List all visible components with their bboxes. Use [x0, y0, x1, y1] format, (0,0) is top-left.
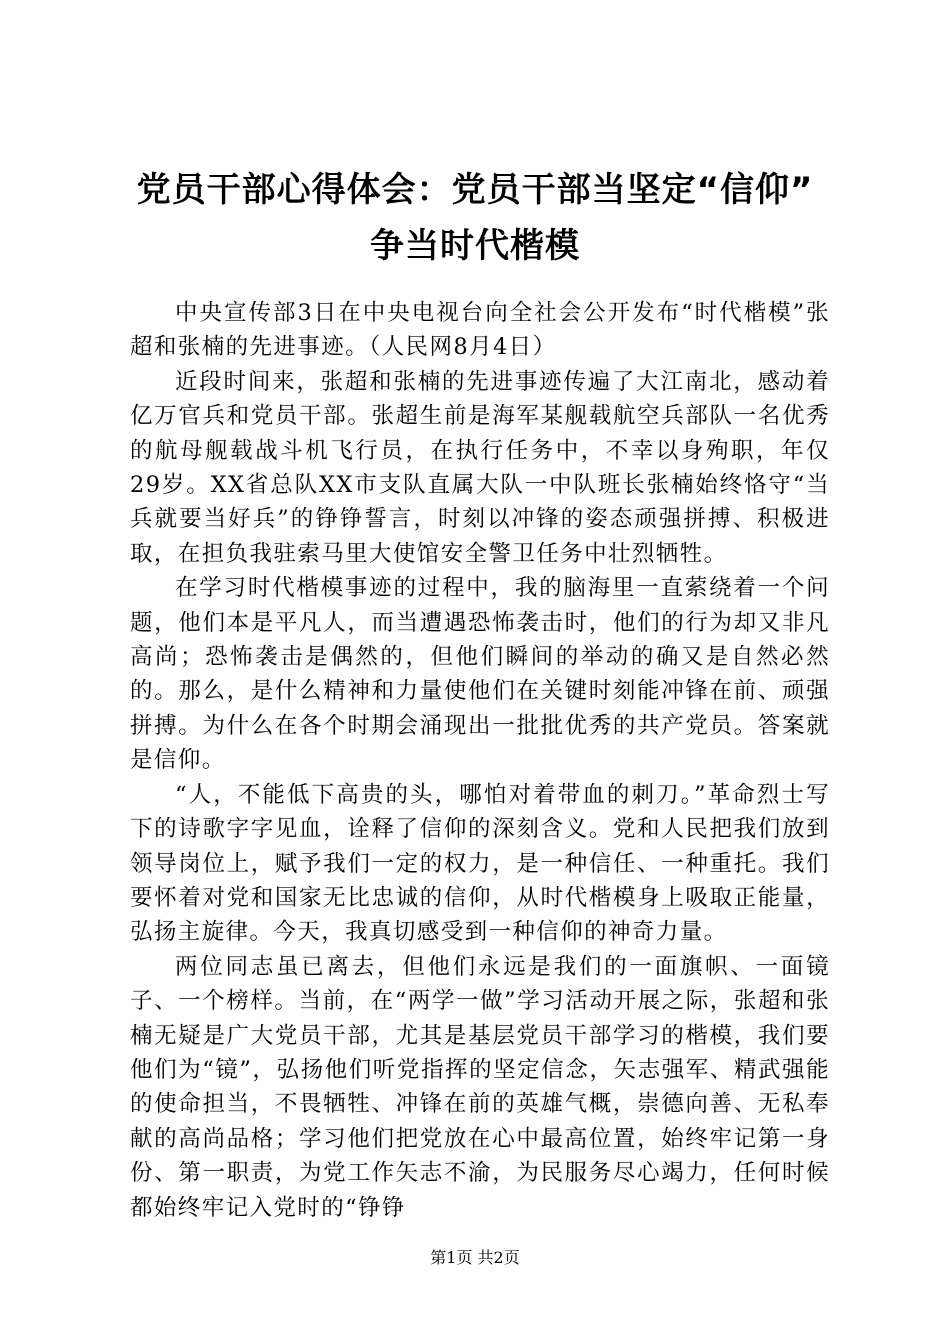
paragraph: “人，不能低下高贵的头，哪怕对着带血的刺刀。”革命烈士写下的诗歌字字见血，诠释了信仰的深刻含义。党和人民把我们放到领导岗位上，赋予我们一定的权力，是一种信任、一种重托。我们要怀着对党和国家无比忠诚的信仰，从时代楷模身上吸取正能量，弘扬主旋律。今天，我真切感受到一种信仰的神奇力量。	[130, 781, 830, 946]
paragraph: 在学习时代楷模事迹的过程中，我的脑海里一直萦绕着一个问题，他们本是平凡人，而当遭遇恐怖袭击时，他们的行为却又非凡高尚；恐怖袭击是偶然的，但他们瞬间的举动的确又是自然必然的。那么，是什么精神和力量使他们在关键时刻能冲锋在前、顽强拼搏。为什么在各个时期会涌现出一批批优秀的共产党员。答案就是信仰。	[130, 575, 830, 774]
document-title-line-2: 争当时代楷模	[370, 226, 580, 266]
document-title-line-1: 党员干部心得体会：党员干部当坚定“信仰”	[136, 170, 814, 210]
paragraph: 近段时间来，张超和张楠的先进事迹传遍了大江南北，感动着亿万官兵和党员干部。张超生前是海军某舰载航空兵部队一名优秀的航母舰载战斗机飞行员，在执行任务中，不幸以身殉职，年仅29岁。XX省总队XX市支队直属大队一中队班长张楠始终恪守“当兵就要当好兵”的铮铮誓言，时刻以冲锋的姿态顽强拼搏、积极进取，在担负我驻索马里大使馆安全警卫任务中壮烈牺牲。	[130, 368, 830, 567]
paragraph: 两位同志虽已离去，但他们永远是我们的一面旗帜、一面镜子、一个榜样。当前，在“两学一做”学习活动开展之际，张超和张楠无疑是广大党员干部，尤其是基层党员干部学习的楷模，我们要他们为“镜”，弘扬他们听党指挥的坚定信念，矢志强军、精武强能的使命担当，不畏牺牲、冲锋在前的英雄气概，崇德向善、无私奉献的高尚品格；学习他们把党放在心中最高位置，始终牢记第一身份、第一职责，为党工作矢志不渝，为民服务尽心竭力，任何时候都始终牢记入党时的“铮铮	[130, 953, 830, 1221]
page-number-footer: 第1页 共2页	[430, 1248, 520, 1267]
document-body	[130, 296, 830, 1225]
paragraph: 中央宣传部3日在中央电视台向全社会公开发布“时代楷模”张超和张楠的先进事迹。（人民网8月4日）	[130, 300, 830, 361]
